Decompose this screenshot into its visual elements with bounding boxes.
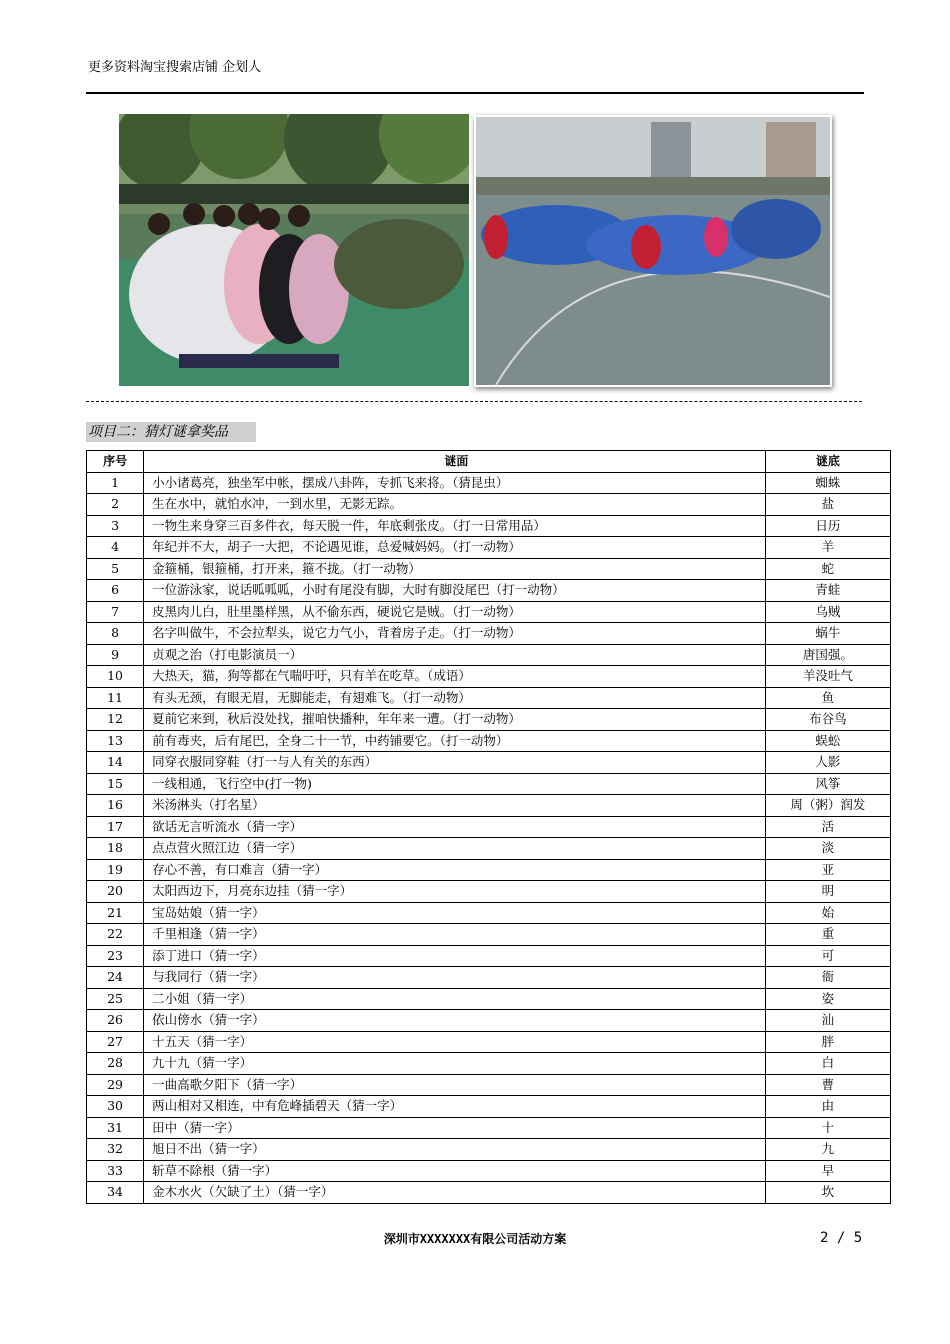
riddle-answer: 蜗牛 xyxy=(765,623,890,645)
table-row xyxy=(87,709,891,731)
riddle-answer: 可 xyxy=(765,945,890,967)
riddle-answer: 鱼 xyxy=(765,687,890,709)
riddle-text: 添丁进口（猜一字） xyxy=(144,945,766,967)
riddle-text: 太阳西边下，月亮东边挂（猜一字） xyxy=(144,881,766,903)
riddle-text: 一线相通，飞行空中(打一物) xyxy=(144,773,766,795)
riddle-text: 欲话无言听流水（猜一字） xyxy=(144,816,766,838)
row-number: 22 xyxy=(87,924,144,946)
riddle-answer: 白 xyxy=(765,1053,890,1075)
riddle-answer: 汕 xyxy=(765,1010,890,1032)
riddle-answer: 乌贼 xyxy=(765,601,890,623)
riddle-answer: 早 xyxy=(765,1160,890,1182)
table-row xyxy=(87,730,891,752)
row-number: 27 xyxy=(87,1031,144,1053)
table-row xyxy=(87,537,891,559)
row-number: 9 xyxy=(87,644,144,666)
riddle-text: 九十九（猜一字） xyxy=(144,1053,766,1075)
riddle-text: 小小诸葛亮，独坐军中帐，摆成八卦阵，专抓飞来将。（猜昆虫） xyxy=(144,472,766,494)
riddle-answer: 蜘蛛 xyxy=(765,472,890,494)
table-header-row xyxy=(87,451,891,473)
riddle-answer: 青蛙 xyxy=(765,580,890,602)
table-row xyxy=(87,1010,891,1032)
riddle-text: 同穿衣服同穿鞋（打一与人有关的东西） xyxy=(144,752,766,774)
riddle-text: 宝岛姑娘（猜一字） xyxy=(144,902,766,924)
riddle-text: 年纪并不大，胡子一大把，不论遇见谁，总爱喊妈妈。（打一动物） xyxy=(144,537,766,559)
table-row xyxy=(87,515,891,537)
riddle-answer: 衙 xyxy=(765,967,890,989)
riddle-answer: 布谷鸟 xyxy=(765,709,890,731)
riddle-answer: 周（粥）润发 xyxy=(765,795,890,817)
table-row xyxy=(87,1160,891,1182)
riddle-answer: 羊 xyxy=(765,537,890,559)
row-number: 18 xyxy=(87,838,144,860)
riddle-text: 名字叫做牛，不会拉犁头，说它力气小，背着房子走。（打一动物） xyxy=(144,623,766,645)
riddle-answer: 唐国强。 xyxy=(765,644,890,666)
row-number: 10 xyxy=(87,666,144,688)
riddle-answer: 日历 xyxy=(765,515,890,537)
table-row xyxy=(87,687,891,709)
riddle-answer: 盐 xyxy=(765,494,890,516)
riddle-answer: 始 xyxy=(765,902,890,924)
table-row xyxy=(87,494,891,516)
riddle-text: 夏前它来到，秋后没处找，摧咱快播种，年年来一遭。（打一动物） xyxy=(144,709,766,731)
riddle-text: 米汤淋头（打名星） xyxy=(144,795,766,817)
table-row xyxy=(87,1182,891,1204)
table-row xyxy=(87,1117,891,1139)
riddle-text: 金木水火（欠缺了土）（猜一字） xyxy=(144,1182,766,1204)
table-row xyxy=(87,1053,891,1075)
riddle-table-body xyxy=(87,472,891,1203)
team-activity-photo-2 xyxy=(474,115,832,387)
riddle-answer: 九 xyxy=(765,1139,890,1161)
row-number: 11 xyxy=(87,687,144,709)
riddle-answer: 十 xyxy=(765,1117,890,1139)
section-divider xyxy=(86,401,862,402)
row-number: 8 xyxy=(87,623,144,645)
table-row xyxy=(87,1074,891,1096)
riddle-text: 点点营火照江边（猜一字） xyxy=(144,838,766,860)
page-header-text: 更多资料淘宝搜索店铺 企划人 xyxy=(88,60,262,75)
row-number: 33 xyxy=(87,1160,144,1182)
table-row xyxy=(87,1096,891,1118)
riddle-answer: 由 xyxy=(765,1096,890,1118)
riddle-text: 两山相对又相连，中有危峰插碧天（猜一字） xyxy=(144,1096,766,1118)
row-number: 25 xyxy=(87,988,144,1010)
row-number: 2 xyxy=(87,494,144,516)
footer-company-text: 深圳市XXXXXXX有限公司活动方案 xyxy=(383,1232,567,1246)
row-number: 1 xyxy=(87,472,144,494)
section-title: 项目二：猜灯谜拿奖品 xyxy=(86,422,256,442)
table-row xyxy=(87,472,891,494)
riddle-answer: 人影 xyxy=(765,752,890,774)
row-number: 3 xyxy=(87,515,144,537)
riddle-text: 前有毒夹，后有尾巴，全身二十一节，中药铺要它。（打一动物） xyxy=(144,730,766,752)
column-header-answer: 谜底 xyxy=(765,451,890,473)
riddle-answer: 姿 xyxy=(765,988,890,1010)
riddle-text: 田中（猜一字） xyxy=(144,1117,766,1139)
table-row xyxy=(87,967,891,989)
riddle-answer: 蛇 xyxy=(765,558,890,580)
table-row xyxy=(87,558,891,580)
riddle-text: 一曲高歌夕阳下（猜一字） xyxy=(144,1074,766,1096)
riddle-text: 存心不善，有口难言（猜一字） xyxy=(144,859,766,881)
row-number: 12 xyxy=(87,709,144,731)
column-header-number: 序号 xyxy=(87,451,144,473)
row-number: 19 xyxy=(87,859,144,881)
row-number: 31 xyxy=(87,1117,144,1139)
row-number: 5 xyxy=(87,558,144,580)
riddle-text: 依山傍水（猜一字） xyxy=(144,1010,766,1032)
table-row xyxy=(87,838,891,860)
row-number: 28 xyxy=(87,1053,144,1075)
table-row xyxy=(87,924,891,946)
row-number: 24 xyxy=(87,967,144,989)
row-number: 4 xyxy=(87,537,144,559)
row-number: 29 xyxy=(87,1074,144,1096)
riddle-answer: 亚 xyxy=(765,859,890,881)
row-number: 6 xyxy=(87,580,144,602)
table-row xyxy=(87,902,891,924)
page-number: 2 / 5 xyxy=(820,1230,863,1246)
row-number: 30 xyxy=(87,1096,144,1118)
table-row xyxy=(87,644,891,666)
riddle-answer: 蜈蚣 xyxy=(765,730,890,752)
riddle-answer: 羊没吐气 xyxy=(765,666,890,688)
riddle-text: 一物生来身穿三百多件衣，每天脱一件，年底剩张皮。（打一日常用品） xyxy=(144,515,766,537)
row-number: 15 xyxy=(87,773,144,795)
riddle-answer: 淡 xyxy=(765,838,890,860)
row-number: 7 xyxy=(87,601,144,623)
table-row xyxy=(87,795,891,817)
row-number: 21 xyxy=(87,902,144,924)
riddle-text: 生在水中，就怕水冲，一到水里，无影无踪。 xyxy=(144,494,766,516)
riddle-answer: 坎 xyxy=(765,1182,890,1204)
riddle-answer: 活 xyxy=(765,816,890,838)
row-number: 34 xyxy=(87,1182,144,1204)
table-row xyxy=(87,988,891,1010)
table-row xyxy=(87,1139,891,1161)
riddle-answer: 明 xyxy=(765,881,890,903)
riddle-text: 千里相逢（猜一字） xyxy=(144,924,766,946)
row-number: 14 xyxy=(87,752,144,774)
riddle-answer: 曹 xyxy=(765,1074,890,1096)
riddle-text: 与我同行（猜一字） xyxy=(144,967,766,989)
row-number: 20 xyxy=(87,881,144,903)
column-header-riddle: 谜面 xyxy=(144,451,766,473)
riddle-text: 一位游泳家，说话呱呱呱，小时有尾没有脚，大时有脚没尾巴（打一动物） xyxy=(144,580,766,602)
table-row xyxy=(87,859,891,881)
riddle-text: 金箍桶，银箍桶，打开来，箍不拢。（打一动物） xyxy=(144,558,766,580)
table-row xyxy=(87,816,891,838)
row-number: 26 xyxy=(87,1010,144,1032)
table-row xyxy=(87,1031,891,1053)
row-number: 32 xyxy=(87,1139,144,1161)
riddle-text: 十五天（猜一字） xyxy=(144,1031,766,1053)
table-row xyxy=(87,601,891,623)
team-activity-photo-1 xyxy=(119,114,469,386)
table-row xyxy=(87,623,891,645)
riddle-answer: 风筝 xyxy=(765,773,890,795)
header-divider xyxy=(86,92,864,94)
riddle-text: 有头无颈，有眼无眉，无脚能走，有翅难飞。（打一动物） xyxy=(144,687,766,709)
riddle-text: 旭日不出（猜一字） xyxy=(144,1139,766,1161)
riddle-text: 大热天，猫，狗等都在气喘吁吁，只有羊在吃草。（成语） xyxy=(144,666,766,688)
riddle-text: 斩草不除根（猜一字） xyxy=(144,1160,766,1182)
riddle-text: 二小姐（猜一字） xyxy=(144,988,766,1010)
riddle-answer: 胖 xyxy=(765,1031,890,1053)
riddle-text: 皮黑肉儿白，肚里墨样黑，从不偷东西，硬说它是贼。（打一动物） xyxy=(144,601,766,623)
table-row xyxy=(87,773,891,795)
table-row xyxy=(87,881,891,903)
row-number: 13 xyxy=(87,730,144,752)
table-row xyxy=(87,945,891,967)
row-number: 17 xyxy=(87,816,144,838)
table-row xyxy=(87,580,891,602)
table-row xyxy=(87,752,891,774)
riddle-table xyxy=(86,450,891,1204)
riddle-text: 贞观之治（打电影演员一） xyxy=(144,644,766,666)
row-number: 23 xyxy=(87,945,144,967)
row-number: 16 xyxy=(87,795,144,817)
riddle-answer: 重 xyxy=(765,924,890,946)
table-row xyxy=(87,666,891,688)
